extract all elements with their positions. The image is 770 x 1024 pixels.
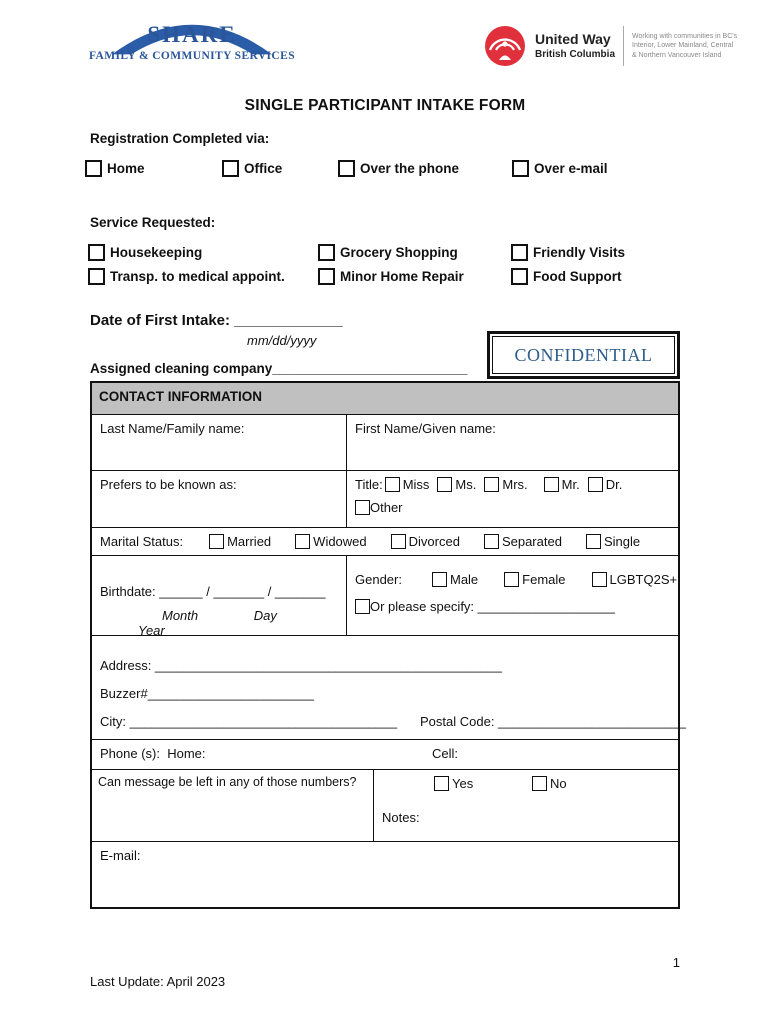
service-option-transport bbox=[88, 268, 285, 285]
marital-married-label: Married bbox=[227, 534, 272, 549]
prefers-field[interactable]: Prefers to be known as: bbox=[92, 471, 347, 527]
title-dr-label: Dr. bbox=[605, 477, 623, 492]
marital-status-row bbox=[92, 527, 678, 555]
checkbox-title-mr[interactable] bbox=[544, 477, 559, 492]
form-title: SINGLE PARTICIPANT INTAKE FORM bbox=[244, 97, 526, 114]
marital-divorced-label: Divorced bbox=[408, 534, 460, 549]
service-option-grocery bbox=[318, 244, 458, 261]
united-way-wordmark bbox=[535, 32, 615, 60]
gender-option-male bbox=[432, 572, 478, 587]
united-way-tagline bbox=[632, 32, 737, 60]
hint-year: Year bbox=[138, 623, 165, 638]
share-logo bbox=[86, 8, 298, 62]
checkbox-friendly-visits[interactable] bbox=[511, 244, 528, 261]
checkbox-home-label: Home bbox=[107, 161, 145, 176]
service-option-friendly-visits bbox=[511, 244, 625, 261]
title-option-mr bbox=[544, 477, 580, 492]
birthdate-field[interactable] bbox=[92, 556, 347, 638]
checkbox-marital-single[interactable] bbox=[586, 534, 601, 549]
message-yes-label: Yes bbox=[452, 776, 474, 791]
checkbox-gender-female[interactable] bbox=[504, 572, 519, 587]
city-field[interactable]: City: _____________________________________ bbox=[100, 714, 398, 729]
phone-row bbox=[92, 739, 678, 769]
gender-female-label: Female bbox=[522, 572, 566, 587]
marital-option-single bbox=[586, 534, 640, 549]
marital-option-separated bbox=[484, 534, 562, 549]
hint-day: Day bbox=[253, 608, 277, 623]
share-logo-subtitle: FAMILY & COMMUNITY SERVICES bbox=[88, 50, 295, 62]
service-option-food-support bbox=[511, 268, 621, 285]
checkbox-gender-male[interactable] bbox=[432, 572, 447, 587]
gender-label: Gender: bbox=[355, 572, 402, 587]
page-number: 1 bbox=[672, 955, 680, 970]
checkbox-over-the-phone-label: Over the phone bbox=[360, 161, 460, 176]
marital-option-widowed bbox=[295, 534, 366, 549]
prefers-row bbox=[92, 470, 678, 527]
marital-separated-label: Separated bbox=[501, 534, 562, 549]
hint-month: Month bbox=[162, 608, 199, 623]
gender-option-lgbtq2s bbox=[592, 572, 678, 587]
registration-option-email bbox=[512, 160, 608, 177]
checkbox-over-email[interactable] bbox=[512, 160, 529, 177]
gender-option-female bbox=[504, 572, 565, 587]
birthdate-hints bbox=[100, 608, 338, 638]
email-field[interactable]: E-mail: bbox=[92, 841, 678, 907]
confidential-stamp bbox=[487, 331, 680, 379]
checkbox-office-label: Office bbox=[244, 161, 283, 176]
gender-male-label: Male bbox=[449, 572, 479, 587]
tagline-line-3: & Northern Vancouver Island bbox=[632, 51, 722, 59]
checkbox-message-yes[interactable] bbox=[434, 776, 449, 791]
confidential-text: CONFIDENTIAL bbox=[492, 336, 675, 374]
title-field bbox=[347, 471, 678, 527]
checkbox-housekeeping-label: Housekeeping bbox=[110, 245, 203, 260]
service-option-housekeeping bbox=[88, 244, 202, 261]
checkbox-title-other[interactable] bbox=[355, 500, 370, 515]
checkbox-friendly-visits-label: Friendly Visits bbox=[533, 245, 626, 260]
checkbox-title-mrs[interactable] bbox=[484, 477, 499, 492]
registration-option-phone bbox=[338, 160, 459, 177]
share-logo-name: SHARE bbox=[147, 22, 237, 47]
tagline-line-1: Working with communities in BC's bbox=[632, 32, 738, 40]
tagline-line-2: Interior, Lower Mainland, Central bbox=[632, 42, 734, 50]
first-name-field[interactable]: First Name/Given name: bbox=[355, 421, 496, 436]
checkbox-marital-widowed[interactable] bbox=[295, 534, 310, 549]
logo-divider bbox=[623, 26, 624, 66]
gender-specify-label[interactable]: Or please specify: ___________________ bbox=[370, 599, 616, 614]
marital-widowed-label: Widowed bbox=[313, 534, 367, 549]
title-option-mrs bbox=[484, 477, 527, 492]
checkbox-over-the-phone[interactable] bbox=[338, 160, 355, 177]
checkbox-title-miss[interactable] bbox=[385, 477, 400, 492]
address-field[interactable]: Address: ________________________________________________ bbox=[100, 658, 502, 673]
gender-specify-line bbox=[355, 599, 677, 614]
last-name-field[interactable]: Last Name/Family name: bbox=[92, 415, 347, 470]
title-option-ms bbox=[437, 477, 476, 492]
notes-field[interactable]: Notes: bbox=[382, 810, 420, 825]
checkbox-over-email-label: Over e-mail bbox=[534, 161, 608, 176]
message-option-yes bbox=[434, 776, 473, 791]
date-format-hint: mm/dd/yyyy bbox=[247, 333, 317, 348]
message-no-label: No bbox=[550, 776, 567, 791]
birthdate-label: Birthdate: ______ / _______ / _______ bbox=[100, 584, 326, 599]
checkbox-home[interactable] bbox=[85, 160, 102, 177]
checkbox-title-ms[interactable] bbox=[437, 477, 452, 492]
marital-option-divorced bbox=[391, 534, 460, 549]
checkbox-food-support-label: Food Support bbox=[533, 269, 622, 284]
title-label: Title: bbox=[355, 477, 383, 492]
name-row bbox=[92, 414, 678, 470]
checkbox-transport-medical[interactable] bbox=[88, 268, 105, 285]
checkbox-gender-specify[interactable] bbox=[355, 599, 370, 614]
message-row bbox=[92, 769, 678, 841]
message-answer-cell bbox=[374, 770, 678, 841]
registration-option-home bbox=[85, 160, 145, 177]
united-way-logo bbox=[483, 24, 737, 68]
checkbox-grocery-shopping-label: Grocery Shopping bbox=[340, 245, 458, 260]
message-option-no bbox=[532, 776, 567, 791]
checkbox-message-no[interactable] bbox=[532, 776, 547, 791]
title-miss-label: Miss bbox=[402, 477, 430, 492]
buzzer-field[interactable]: Buzzer#_______________________ bbox=[100, 686, 314, 701]
united-way-name: United Way bbox=[535, 30, 611, 47]
marital-option-married bbox=[209, 534, 271, 549]
checkbox-transport-medical-label: Transp. to medical appoint. bbox=[110, 269, 285, 284]
checkbox-gender-lgbtq2s[interactable] bbox=[592, 572, 607, 587]
title-option-dr bbox=[588, 477, 623, 492]
gender-field bbox=[347, 556, 685, 635]
date-of-first-intake[interactable]: Date of First Intake: _____________ bbox=[90, 312, 343, 329]
title-options-line bbox=[355, 477, 670, 492]
checkbox-office[interactable] bbox=[222, 160, 239, 177]
checkbox-minor-home-repair[interactable] bbox=[318, 268, 335, 285]
checkbox-housekeeping[interactable] bbox=[88, 244, 105, 261]
checkbox-title-dr[interactable] bbox=[588, 477, 603, 492]
assigned-cleaning-company[interactable]: Assigned cleaning company__________________________ bbox=[90, 361, 468, 376]
title-other-line bbox=[355, 500, 670, 515]
title-mr-label: Mr. bbox=[561, 477, 580, 492]
postal-code-field[interactable]: Postal Code: __________________________ bbox=[420, 714, 687, 729]
united-way-region: British Columbia bbox=[535, 49, 616, 61]
checkbox-marital-divorced[interactable] bbox=[391, 534, 406, 549]
checkbox-minor-home-repair-label: Minor Home Repair bbox=[340, 269, 464, 284]
marital-status-label: Marital Status: bbox=[100, 534, 184, 549]
phone-home-field[interactable]: Phone (s): Home: bbox=[100, 746, 206, 761]
title-ms-label: Ms. bbox=[455, 477, 477, 492]
marital-single-label: Single bbox=[603, 534, 641, 549]
message-question: Can message be left in any of those numbers? bbox=[92, 770, 374, 841]
title-mrs-label: Mrs. bbox=[502, 477, 528, 492]
gender-options-line bbox=[355, 572, 677, 587]
service-label: Service Requested: bbox=[90, 215, 216, 230]
gender-lgbtq2s-label: LGBTQ2S+ bbox=[609, 572, 678, 587]
title-option-miss bbox=[385, 477, 430, 492]
contact-section-header: CONTACT INFORMATION bbox=[92, 383, 678, 414]
checkbox-marital-separated[interactable] bbox=[484, 534, 499, 549]
contact-information-table bbox=[90, 381, 687, 909]
birth-gender-row bbox=[92, 555, 678, 638]
service-option-minor-repair bbox=[318, 268, 464, 285]
phone-cell-field[interactable]: Cell: bbox=[432, 746, 459, 761]
united-way-hand-icon bbox=[483, 24, 527, 68]
registration-label: Registration Completed via: bbox=[90, 131, 270, 146]
registration-option-office bbox=[222, 160, 282, 177]
title-other-label: Other bbox=[370, 500, 403, 515]
address-row bbox=[92, 635, 687, 739]
checkbox-food-support[interactable] bbox=[511, 268, 528, 285]
last-update: Last Update: April 2023 bbox=[90, 974, 226, 989]
checkbox-marital-married[interactable] bbox=[209, 534, 224, 549]
checkbox-grocery-shopping[interactable] bbox=[318, 244, 335, 261]
